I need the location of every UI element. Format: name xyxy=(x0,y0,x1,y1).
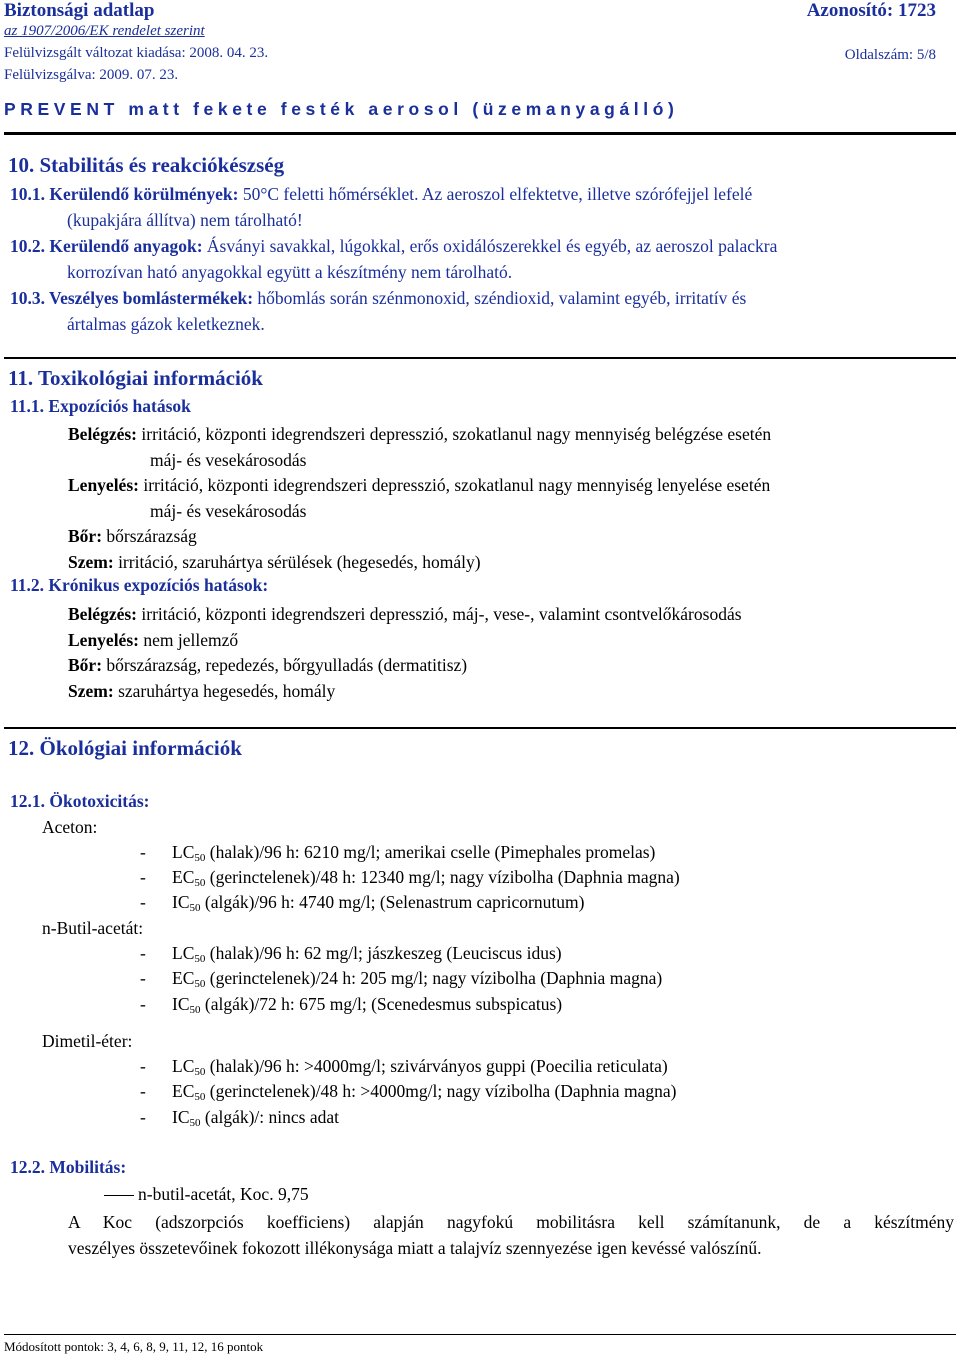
footer-divider xyxy=(4,1334,956,1335)
exposure-skin xyxy=(68,523,954,549)
text-10-1b: (kupakjára állítva) nem tárolható! xyxy=(67,210,303,230)
text-eye: irritáció, szaruhártya sérülések (hegesedés, homály) xyxy=(113,552,481,572)
tox-row: - $IC_{50}$ (algák)/72 h: 675 mg/l; (Scenedesmus subspicatus) xyxy=(140,994,563,1016)
dash: - xyxy=(140,892,146,912)
page-number: Oldalszám: 5/8 xyxy=(844,47,936,63)
subsection-11-2: 11.2. Krónikus expozíciós hatások: xyxy=(10,575,269,595)
dash: - xyxy=(140,968,146,988)
dash: - xyxy=(140,994,146,1014)
document-title: Biztonsági adatlap xyxy=(4,0,155,21)
subsection-12-2: 12.2. Mobilitás: xyxy=(10,1157,127,1177)
section-divider xyxy=(4,132,956,135)
tox-row: - $EC_{50}$ (gerinctelenek)/48 h: 12340 mg/l; nagy vízibolha (Daphnia magna) xyxy=(140,867,680,889)
mobility-paragraph xyxy=(68,1209,954,1261)
chronic-ingestion xyxy=(68,627,954,653)
document-id: Azonosító: 1723 xyxy=(806,0,936,21)
product-name: PREVENT matt fekete festék aerosol (üzemanyagálló) xyxy=(4,99,679,119)
text-ingestion-b: máj- és vesekárosodás xyxy=(150,501,307,521)
tox-row: - $EC_{50}$ (gerinctelenek)/24 h: 205 mg/l; nagy vízibolha (Daphnia magna) xyxy=(140,968,663,990)
label-10-2: 10.2. Kerülendő anyagok: xyxy=(10,236,203,256)
substance-dimethyl-ether: Dimetil-éter: xyxy=(42,1031,133,1051)
paragraph-10-1 xyxy=(10,181,954,233)
text-inhalation-a: irritáció, központi idegrendszeri depresszió, szokatlanul nagy mennyiség belégzése esetén xyxy=(137,424,772,444)
exposure-eye xyxy=(68,549,954,575)
paragraph-10-3 xyxy=(10,285,954,337)
tox-row: - $LC_{50}$ (halak)/96 h: >4000mg/l; szivárványos guppi (Poecilia reticulata) xyxy=(140,1056,668,1078)
text-chronic-eye: szaruhártya hegesedés, homály xyxy=(113,681,336,701)
text-chronic-skin: bőrszárazság, repedezés, bőrgyulladás (dermatitisz) xyxy=(102,655,468,675)
chronic-eye xyxy=(68,678,954,704)
section-10-title: 10. Stabilitás és reakciókészség xyxy=(8,153,285,177)
dash: - xyxy=(140,1081,146,1101)
label-skin: Bőr: xyxy=(68,526,103,546)
text-10-2a: Ásványi savakkal, lúgokkal, erős oxidálószerekkel és egyéb, az aeroszol palackra xyxy=(202,236,778,256)
mobility-item-text: n-butil-acetát, Koc. 9,75 xyxy=(138,1184,309,1204)
label-chronic-eye: Szem: xyxy=(68,681,114,701)
text-10-1a: 50°C feletti hőmérséklet. Az aeroszol elfektetve, illetve szórófejjel lefelé xyxy=(238,184,753,204)
dash: - xyxy=(140,943,146,963)
footer-modified-points: Módosított pontok: 3, 4, 6, 8, 9, 11, 12, 16 pontok xyxy=(4,1339,264,1354)
section-divider xyxy=(4,357,956,359)
label-chronic-skin: Bőr: xyxy=(68,655,103,675)
text-10-3a: hőbomlás során szénmonoxid, széndioxid, valamint egyéb, irritatív és xyxy=(253,288,747,308)
text-chronic-ingestion: nem jellemző xyxy=(138,630,239,650)
section-divider xyxy=(4,727,956,729)
mobility-text-b: veszélyes összetevőinek fokozott illékonysága miatt a talajvíz szennyezése igen kevéssé valószínű. xyxy=(68,1238,762,1258)
dash: - xyxy=(140,1107,146,1127)
label-inhalation: Belégzés: xyxy=(68,424,137,444)
chronic-inhalation xyxy=(68,601,954,627)
text-ingestion-a: irritáció, központi idegrendszeri depresszió, szokatlanul nagy mennyiség lenyelése esetén xyxy=(138,475,771,495)
exposure-inhalation xyxy=(68,421,954,473)
label-10-1: 10.1. Kerülendő körülmények: xyxy=(10,184,239,204)
section-11-title: 11. Toxikológiai információk xyxy=(8,366,263,390)
substance-aceton: Aceton: xyxy=(42,817,98,837)
section-12-title: 12. Ökológiai információk xyxy=(8,736,242,760)
label-10-3: 10.3. Veszélyes bomlástermékek: xyxy=(10,288,254,308)
tox-row: - $LC_{50}$ (halak)/96 h: 6210 mg/l; amerikai cselle (Pimephales promelas) xyxy=(140,842,656,864)
text-10-2b: korrozívan ható anyagokkal együtt a készítmény nem tárolható. xyxy=(67,262,513,282)
tox-row: - $EC_{50}$ (gerinctelenek)/48 h: >4000mg/l; nagy vízibolha (Daphnia magna) xyxy=(140,1081,677,1103)
substance-butyl-acetate: n-Butil-acetát: xyxy=(42,918,144,938)
mobility-item xyxy=(104,1184,309,1205)
text-skin: bőrszárazság xyxy=(102,526,197,546)
text-chronic-inhalation: irritáció, központi idegrendszeri depresszió, máj-, vese-, valamint csontvelőkárosodás xyxy=(137,604,742,624)
review-date: Felülvizsgálva: 2009. 07. 23. xyxy=(4,67,179,83)
exposure-ingestion xyxy=(68,472,954,524)
subsection-11-1: 11.1. Expozíciós hatások xyxy=(10,396,191,416)
tox-row: - $IC_{50}$ (algák)/96 h: 4740 mg/l; (Selenastrum capricornutum) xyxy=(140,892,585,914)
dash: - xyxy=(140,867,146,887)
label-chronic-inhalation: Belégzés: xyxy=(68,604,137,624)
revision-issue-date: Felülvizsgált változat kiadása: 2008. 04. 23. xyxy=(4,45,269,61)
dash: - xyxy=(140,842,146,862)
text-inhalation-b: máj- és vesekárosodás xyxy=(150,450,307,470)
tox-row: - $LC_{50}$ (halak)/96 h: 62 mg/l; jászkeszeg (Leuciscus idus) xyxy=(140,943,562,965)
label-ingestion: Lenyelés: xyxy=(68,475,139,495)
dash-bar xyxy=(104,1195,134,1196)
chronic-skin xyxy=(68,652,954,678)
label-eye: Szem: xyxy=(68,552,114,572)
text-10-3b: ártalmas gázok keletkeznek. xyxy=(67,314,265,334)
dash: - xyxy=(140,1056,146,1076)
subsection-12-1: 12.1. Ökotoxicitás: xyxy=(10,791,150,811)
mobility-text-a: A Koc (adszorpciós koefficiens) alapján nagyfokú mobilitásra kell számítanunk, de a készítmény xyxy=(68,1212,954,1232)
regulation-reference: az 1907/2006/EK rendelet szerint xyxy=(4,23,205,39)
tox-row: - $IC_{50}$ (algák)/: nincs adat xyxy=(140,1107,339,1129)
paragraph-10-2 xyxy=(10,233,954,285)
label-chronic-ingestion: Lenyelés: xyxy=(68,630,139,650)
